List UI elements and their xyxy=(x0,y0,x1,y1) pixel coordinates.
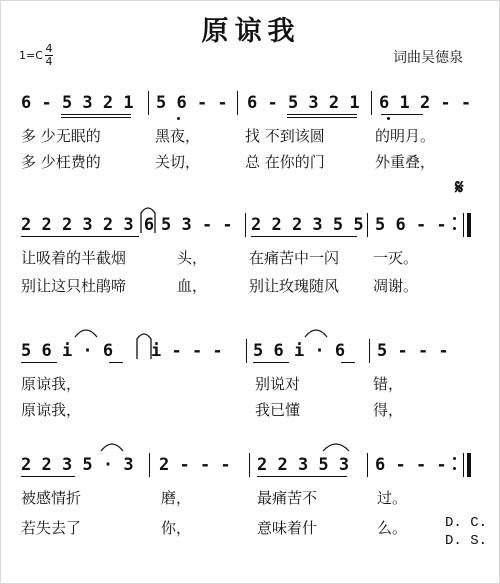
measure-notes: 2 2 3 5 · 3 xyxy=(21,455,134,475)
measure-notes: 6 - 5 3 2 1 xyxy=(21,93,134,113)
bar-line xyxy=(369,339,370,363)
measure-notes: 5 6 i · 6 xyxy=(21,341,114,361)
measure-notes: 6 - 5 3 2 1 xyxy=(247,93,360,113)
lyric: 被感情折 xyxy=(21,489,82,507)
lyric: 我已懂 xyxy=(255,401,301,419)
measure-notes: 2 2 3 5 3 xyxy=(257,455,350,475)
lyric: 多 少枉费的 xyxy=(21,153,101,171)
lyric: 多 少无眠的 xyxy=(21,127,101,145)
bar-line xyxy=(371,91,372,115)
composer-credit: 词曲吴德泉 xyxy=(393,50,463,66)
lyric: 总 在你的门 xyxy=(245,153,325,171)
underline xyxy=(61,117,131,118)
fermata-icon xyxy=(303,327,329,339)
lyric: 原谅我， xyxy=(21,401,82,419)
bar-line xyxy=(245,213,246,237)
lyric: 别让玫瑰随风 xyxy=(249,277,340,295)
lyric: 别让这只杜鹃啼 xyxy=(21,277,127,295)
underline xyxy=(21,362,57,363)
lyric: 原谅我， xyxy=(21,375,82,393)
measure-notes: 2 2 2 3 2 3 6 xyxy=(21,215,155,235)
octave-dot xyxy=(387,117,390,120)
fermata-icon xyxy=(73,327,99,339)
bar-line xyxy=(237,91,238,115)
lyric: 找 不到该圆 xyxy=(245,127,325,145)
measure-notes: 5 6 - - xyxy=(375,215,447,235)
bar-line xyxy=(367,453,368,477)
bar-line xyxy=(246,339,247,363)
bar-line xyxy=(149,453,150,477)
lyric: 得， xyxy=(373,401,404,419)
measure-notes: i - - - xyxy=(151,341,223,361)
underline xyxy=(287,114,357,115)
time-signature-top: 4 xyxy=(45,42,53,55)
lyric: 错， xyxy=(373,375,404,393)
lyric: 一灭。 xyxy=(373,249,419,267)
lyric: 关切， xyxy=(155,153,201,171)
lyric: 磨， xyxy=(161,489,192,507)
underline xyxy=(109,362,123,363)
octave-dot xyxy=(177,117,180,120)
time-signature xyxy=(45,44,53,67)
fermata-icon xyxy=(321,441,351,453)
lyric: 么。 xyxy=(377,519,408,537)
lyric: 外重叠， xyxy=(375,153,436,171)
lyric: 意味着什 xyxy=(257,519,318,537)
lyric: 头， xyxy=(177,249,208,267)
measure-notes: 2 2 2 3 5 5 xyxy=(251,215,364,235)
underline xyxy=(287,117,357,118)
underline xyxy=(253,362,289,363)
lyric: 最痛苦不 xyxy=(257,489,318,507)
bar-line xyxy=(249,453,250,477)
key-signature: 1=C xyxy=(19,49,43,62)
double-bar-line xyxy=(467,453,471,477)
bar-line xyxy=(463,213,464,237)
underline xyxy=(61,114,131,115)
repeat-dot xyxy=(453,217,456,220)
measure-notes: 5 6 - - xyxy=(156,93,228,113)
fermata-icon xyxy=(99,441,125,453)
underline xyxy=(341,362,355,363)
lyric: 让吸着的半截烟 xyxy=(21,249,127,267)
measure-notes: 2 - - - xyxy=(159,455,231,475)
lyric: 若失去了 xyxy=(21,519,82,537)
measure-notes: 6 1 2 - - xyxy=(379,93,472,113)
ending-dc: D. C. xyxy=(445,515,488,531)
repeat-dot xyxy=(453,227,456,230)
ending-ds: D. S. xyxy=(445,533,488,549)
measure-notes: 6 - - - xyxy=(375,455,447,475)
lyric: 血， xyxy=(177,277,208,295)
underline xyxy=(21,476,75,477)
lyric: 的明月。 xyxy=(375,127,436,145)
underline xyxy=(251,236,357,237)
underline xyxy=(257,476,347,477)
double-bar-line xyxy=(467,213,471,237)
breath-mark-icon xyxy=(139,205,157,235)
lyric: 在痛苦中一闪 xyxy=(249,249,340,267)
bar-line xyxy=(148,91,149,115)
underline xyxy=(381,114,423,115)
lyric: 过。 xyxy=(377,489,408,507)
measure-notes: 5 6 i · 6 xyxy=(253,341,346,361)
lyric: 黑夜， xyxy=(155,127,201,145)
measure-notes: 5 3 - - xyxy=(161,215,233,235)
segno-icon: 𝄋 xyxy=(455,175,464,199)
underline xyxy=(21,236,139,237)
repeat-dot xyxy=(453,467,456,470)
measure-notes: 5 - - - xyxy=(377,341,449,361)
bar-line xyxy=(367,213,368,237)
repeat-dot xyxy=(453,457,456,460)
time-signature-bottom: 4 xyxy=(45,55,53,68)
bar-line xyxy=(463,453,464,477)
lyric: 凋谢。 xyxy=(373,277,419,295)
lyric: 别说对 xyxy=(255,375,301,393)
lyric: 你， xyxy=(161,519,192,537)
song-title: 原谅我 xyxy=(201,16,301,47)
